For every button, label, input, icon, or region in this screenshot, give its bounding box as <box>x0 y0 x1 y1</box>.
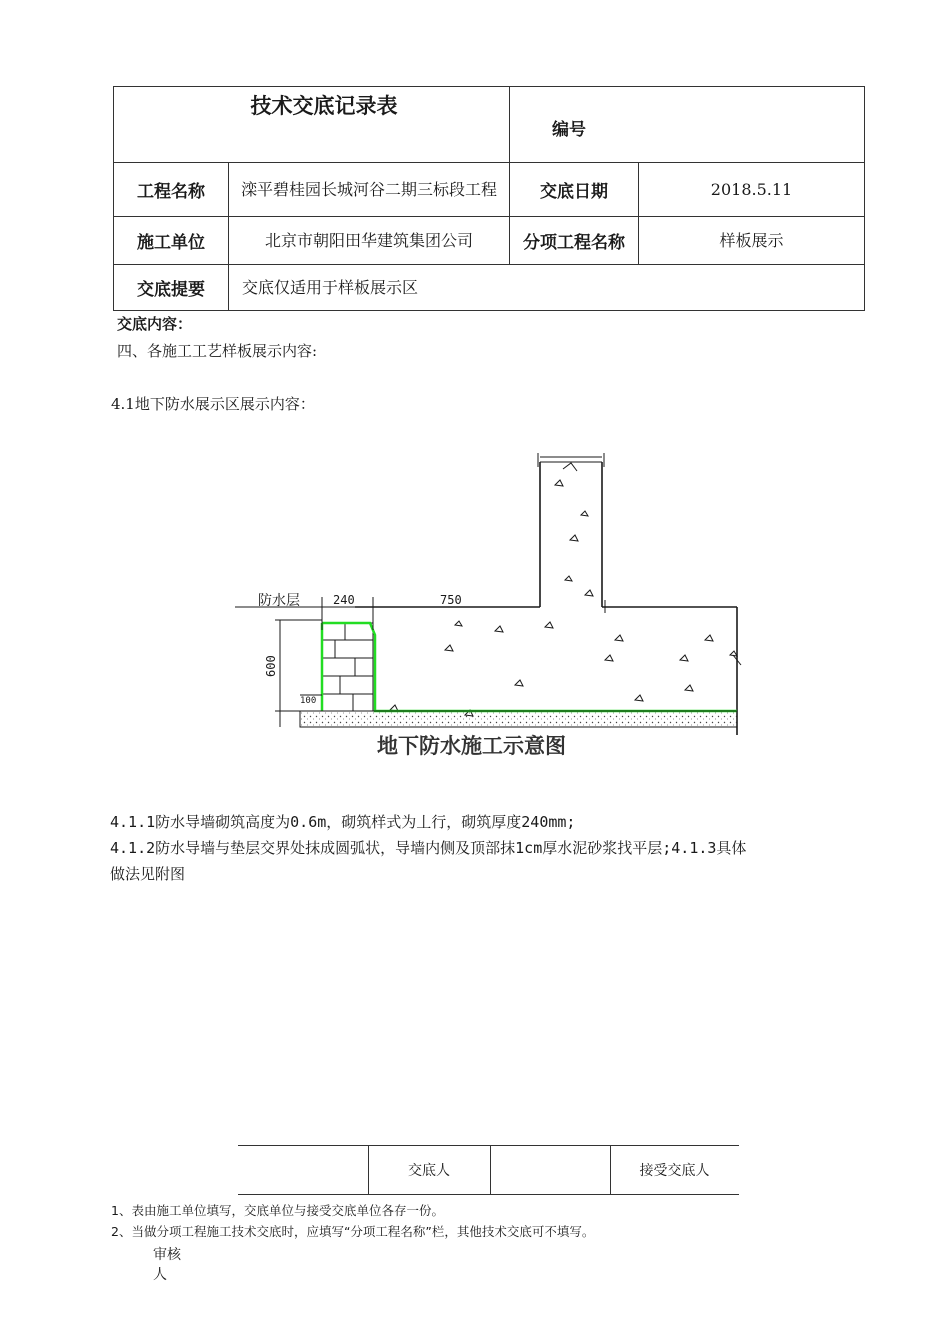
waterproofing-diagram <box>225 445 745 765</box>
item-4-1-2: 4.1.2防水导墙与垫层交界处抹成圆弧状，导墙内侧及顶部抹1cm厚水泥砂浆找平层;4.1.3具体 <box>110 839 747 857</box>
signoff-table <box>238 1145 739 1195</box>
note-1: 1、表由施工单位填写，交底单位与接受交底单位各存一份。 <box>111 1203 444 1218</box>
section-4-1-heading: 4.1地下防水展示区展示内容： <box>111 395 315 413</box>
date-value: 2018.5.11 <box>710 179 793 199</box>
number-label: 编号 <box>552 119 586 140</box>
dim-600-label: 600 <box>264 655 278 677</box>
section-4-heading: 四、各施工工艺样板展示内容: <box>117 342 318 360</box>
handover-person-field[interactable] <box>490 1145 610 1195</box>
column-outline <box>540 462 602 607</box>
project-name-label: 工程名称 <box>137 182 205 202</box>
reviewer-label: 审核人 <box>153 1247 181 1283</box>
contractor-value: 北京市朝阳田华建筑集团公司 <box>264 230 473 250</box>
waterproof-membrane <box>322 623 737 711</box>
subitem-value: 样板展示 <box>719 230 784 250</box>
dim-240-label: 240 <box>333 593 355 607</box>
cushion-layer <box>300 711 737 727</box>
item-4-1-1: 4.1.1防水导墙砌筑高度为0.6m，砌筑样式为丄行，砌筑厚度240mm; <box>110 813 576 831</box>
number-value <box>614 109 854 145</box>
waterproof-layer-label: 防水层 <box>258 592 300 608</box>
date-label: 交底日期 <box>540 182 608 202</box>
header-table <box>113 86 865 311</box>
break-mark <box>563 463 577 471</box>
summary-value: 交底仅适用于样板展示区 <box>242 277 419 297</box>
summary-label: 交底提要 <box>137 280 205 300</box>
document-title: 技术交底记录表 <box>250 94 398 118</box>
handover-person-label: 交底人 <box>408 1163 450 1179</box>
dimension-lines <box>235 597 605 727</box>
figure-caption: 地下防水施工示意图 <box>377 735 566 758</box>
dim-750-label: 750 <box>440 593 462 607</box>
note-2: 2、当做分项工程施工技术交底时，应填写“分项工程名称”栏，其他技术交底可不填写。 <box>111 1224 595 1239</box>
item-4-1-2-continued: 做法见附图 <box>110 865 186 883</box>
receiver-person-label: 接受交底人 <box>639 1163 710 1179</box>
brick-guide-wall <box>322 623 373 711</box>
dim-100-label: 100 <box>300 696 317 706</box>
content-heading: 交底内容： <box>117 315 193 333</box>
subitem-label: 分项工程名称 <box>523 233 625 253</box>
column-dimension-line <box>538 453 604 467</box>
contractor-label: 施工单位 <box>137 233 205 253</box>
project-name-value: 滦平碧桂园长城河谷二期三标段工程 <box>240 179 497 199</box>
